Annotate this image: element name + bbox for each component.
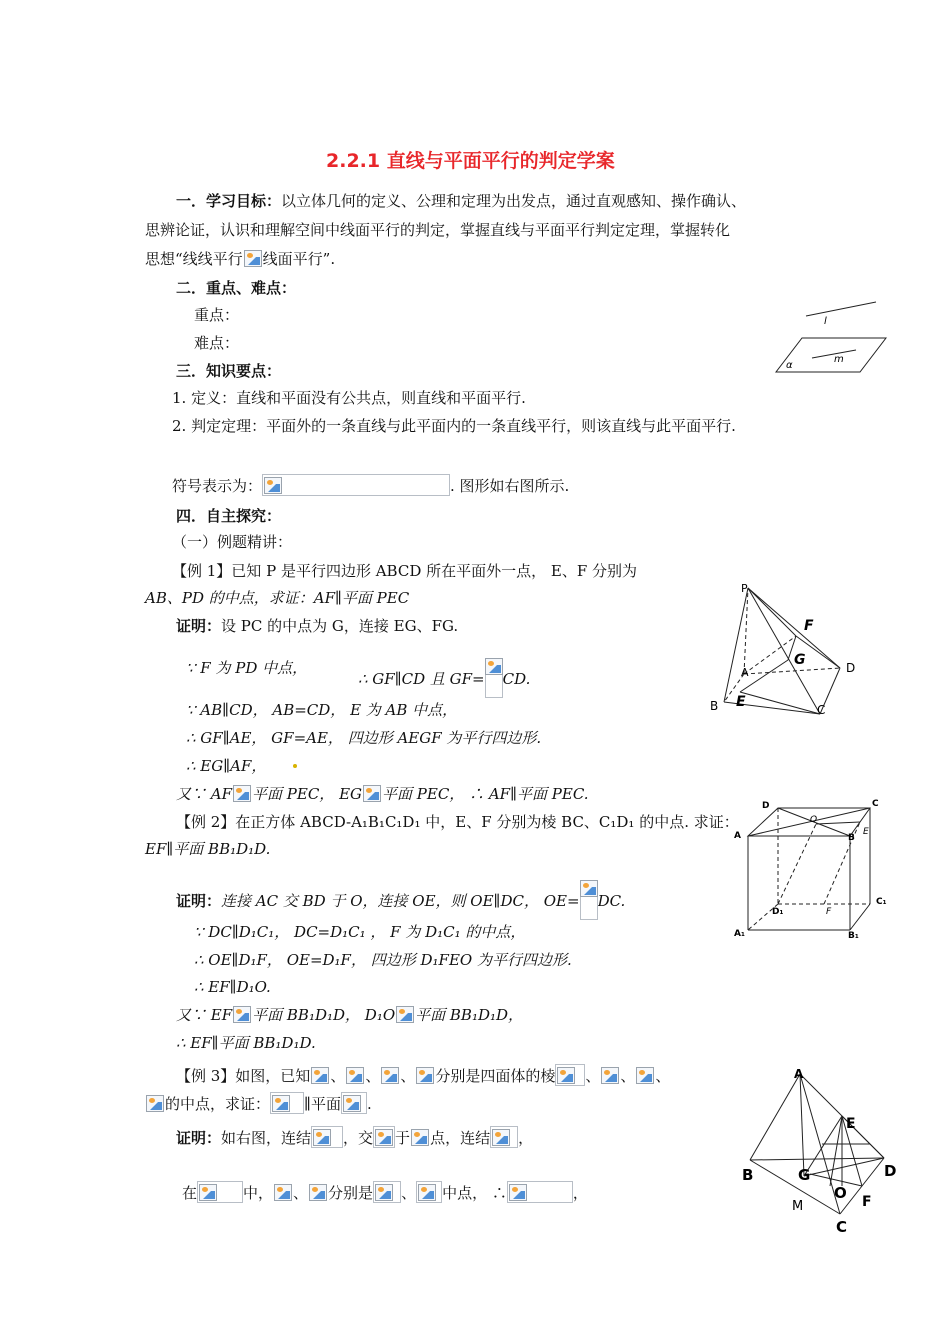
label-D: D — [762, 801, 770, 811]
separator: 、 — [620, 1067, 636, 1085]
label-C: C — [817, 703, 826, 717]
label-D: D — [846, 661, 856, 675]
definition-text: 1. 定义：直线和平面没有公共点，则直线和平面平行. — [172, 389, 526, 407]
image-box — [270, 1092, 304, 1114]
objectives-line-2: 思辨论证，认识和理解空间中线面平行的判定，掌握直线与平面平行判定定理，掌握转化 — [145, 221, 731, 239]
fraction-image-box — [485, 658, 503, 698]
ex1-step-5b: 平面 PEC， EG — [252, 785, 363, 803]
proof-label: 证明： — [176, 892, 222, 910]
ex3-proof-2 — [182, 1181, 588, 1203]
theorem-text: 2. 判定定理：平面外的一条直线与此平面内的一条直线平行，则该直线与此平面平行. — [172, 417, 736, 435]
missing-image-icon — [375, 1184, 393, 1201]
missing-image-icon — [346, 1067, 364, 1084]
label-m: m — [834, 354, 844, 365]
label-G: G — [798, 1166, 811, 1184]
ex2-proof-text-a: 连接 AC 交 BD 于 O，连接 OE，则 OE∥DC， OE= — [221, 892, 580, 910]
ex3-text-1a: 【例 3】如图，已知 — [176, 1067, 311, 1085]
missing-image-icon — [363, 785, 381, 802]
missing-image-icon — [509, 1184, 527, 1201]
plane-line-figure — [770, 296, 890, 376]
label-A: A — [734, 831, 741, 841]
objectives-text-3b: 线面平行”. — [262, 250, 336, 268]
label-F: F — [804, 618, 814, 634]
missing-image-icon — [601, 1067, 619, 1084]
label-O: O — [834, 1184, 847, 1202]
missing-image-icon — [418, 1184, 436, 1201]
ex1-step-5 — [176, 784, 589, 804]
objectives-line-1 — [176, 191, 746, 211]
objectives-line-3 — [145, 249, 335, 269]
symbol-image-box — [262, 474, 450, 496]
symbol-label: 符号表示为： — [172, 477, 263, 495]
missing-image-icon — [396, 1006, 414, 1023]
ex1-step-1b-text: ∴ GF∥CD 且 GF= — [358, 670, 485, 688]
image-box — [197, 1181, 243, 1203]
ex1-step-3: ∴ GF∥AE， GF=AE， 四边形 AEGF 为平行四边形. — [186, 729, 542, 747]
ex3-proof-1e: ， — [518, 1129, 534, 1147]
stray-dot — [293, 764, 297, 768]
difficulty-label: 难点： — [194, 334, 240, 352]
label-B: B — [742, 1166, 754, 1184]
missing-image-icon — [199, 1184, 217, 1201]
label-C: C — [836, 1218, 848, 1236]
missing-image-icon — [343, 1095, 361, 1112]
ex1-step-5c: 平面 PEC， ∴ AF∥平面 PEC. — [382, 785, 589, 803]
image-box — [416, 1181, 442, 1203]
symbol-line — [172, 474, 569, 496]
ex3-text-2c: . — [366, 1095, 372, 1113]
label-C1: C₁ — [876, 897, 887, 907]
label-G: G — [794, 652, 806, 668]
missing-image-icon — [244, 250, 262, 267]
separator: 、 — [330, 1067, 346, 1085]
separator: 、 — [585, 1067, 601, 1085]
missing-image-icon — [313, 1129, 331, 1146]
pyramid-figure — [700, 578, 870, 718]
knowledge-heading: 三．知识要点： — [176, 362, 282, 380]
label-D: D — [884, 1162, 897, 1180]
cube-figure — [728, 794, 898, 940]
examples-subheading: （一）例题精讲： — [172, 533, 293, 551]
ex1-step-5a: 又∵ AF — [176, 785, 233, 803]
ex1-step-4: ∴ EG∥AF， — [186, 757, 267, 775]
ex2-step-1: ∵ DC∥D₁C₁， DC=D₁C₁ ， F 为 D₁C₁ 的中点， — [194, 923, 526, 941]
missing-image-icon — [411, 1129, 429, 1146]
ex3-proof-2b: 中， — [243, 1184, 274, 1202]
label-M: M — [792, 1199, 804, 1214]
label-O: O — [810, 815, 818, 825]
label-A1: A₁ — [734, 929, 745, 939]
ex3-proof-1b: ，交 — [343, 1129, 374, 1147]
missing-image-icon — [233, 1006, 251, 1023]
missing-image-icon — [375, 1129, 393, 1146]
ex3-text-1c: 分别是四面体的棱 — [435, 1067, 556, 1085]
missing-image-icon — [311, 1067, 329, 1084]
ex3-proof-2f: 中点， ∴ — [442, 1184, 507, 1202]
objectives-text-3a: 思想“线线平行 — [145, 250, 243, 268]
missing-image-icon — [557, 1067, 575, 1084]
missing-image-icon — [492, 1129, 510, 1146]
ex1-step-1a: ∵ F 为 PD 中点， — [186, 659, 308, 677]
missing-image-icon — [274, 1184, 292, 1201]
separator: 、 — [365, 1067, 381, 1085]
ex2-step-2: ∴ OE∥D₁F， OE=D₁F， 四边形 D₁FEO 为平行四边形. — [194, 951, 572, 969]
ex2-step-3: ∴ EF∥D₁O. — [194, 978, 271, 996]
ex3-proof-2d: 分别是 — [328, 1184, 374, 1202]
missing-image-icon — [636, 1067, 654, 1084]
label-P: P — [741, 582, 748, 595]
objectives-heading: 一．学习目标： — [176, 192, 282, 210]
missing-image-icon — [264, 477, 282, 494]
ex1-proof-intro — [176, 616, 458, 636]
label-F: F — [826, 907, 832, 917]
label-E: E — [863, 827, 869, 837]
ex3-proof-2a: 在 — [182, 1184, 198, 1202]
proof-label: 证明： — [176, 617, 222, 635]
label-l: l — [824, 316, 827, 327]
missing-image-icon — [272, 1095, 290, 1112]
ex2-proof-intro — [176, 880, 625, 920]
label-B: B — [848, 833, 855, 843]
ex1-proof-text: 设 PC 的中点为 G，连接 EG、FG. — [221, 617, 459, 635]
label-A: A — [794, 1067, 804, 1081]
ex3-text-2b: ∥平面 — [304, 1095, 341, 1113]
keypoints-heading: 二．重点、难点： — [176, 279, 297, 297]
label-B: B — [710, 699, 719, 713]
image-box — [341, 1092, 367, 1114]
ex3-proof-1 — [176, 1126, 533, 1148]
missing-image-icon — [485, 658, 503, 675]
label-E: E — [736, 694, 746, 710]
line-l — [806, 302, 876, 316]
ex1-statement-1: 【例 1】已知 P 是平行四边形 ABCD 所在平面外一点， E、F 分别为 — [172, 562, 638, 580]
tetrahedron-figure — [730, 1064, 910, 1240]
missing-image-icon — [381, 1067, 399, 1084]
ex2-statement-2: EF∥平面 BB₁D₁D. — [145, 840, 271, 858]
ex2-step-4a: 又∵ EF — [176, 1006, 233, 1024]
separator: 、 — [400, 1067, 416, 1085]
keypoint-label: 重点： — [194, 306, 240, 324]
page-title: 2.2.1 直线与平面平行的判定学案 — [326, 150, 615, 172]
ex2-step-5: ∴ EF∥平面 BB₁D₁D. — [176, 1034, 316, 1052]
separator: 、 — [293, 1184, 309, 1202]
missing-image-icon — [309, 1184, 327, 1201]
label-F: F — [862, 1194, 872, 1210]
figure-note: . 图形如右图所示. — [450, 477, 570, 495]
label-B1: B₁ — [848, 931, 859, 940]
ex3-statement-1 — [176, 1064, 670, 1086]
ex2-step-4b: 平面 BB₁D₁D， D₁O — [252, 1006, 396, 1024]
label-A: A — [741, 666, 749, 679]
image-box — [311, 1126, 343, 1148]
ex2-step-4 — [176, 1005, 523, 1025]
image-box — [507, 1181, 573, 1203]
separator: 、 — [655, 1067, 671, 1085]
missing-image-icon — [146, 1095, 164, 1112]
ex3-text-2a: 的中点，求证： — [165, 1095, 271, 1113]
ex3-proof-2g: ， — [572, 1184, 588, 1202]
label-E: E — [846, 1116, 856, 1132]
ex1-statement-2: AB、PD 的中点，求证：AF∥平面 PEC — [145, 589, 410, 607]
label-D1: D₁ — [772, 907, 784, 917]
fraction-image-box — [580, 880, 598, 920]
image-box — [490, 1126, 518, 1148]
ex1-step-2: ∵ AB∥CD， AB=CD， E 为 AB 中点， — [186, 701, 458, 719]
image-box — [555, 1064, 585, 1086]
missing-image-icon — [580, 880, 598, 897]
ex2-statement-1: 【例 2】在正方体 ABCD-A₁B₁C₁D₁ 中，E、F 分别为棱 BC、C₁D₁ 的中点. 求证： — [176, 813, 739, 831]
ex3-proof-1c: 于 — [395, 1129, 411, 1147]
image-box — [373, 1126, 395, 1148]
proof-label: 证明： — [176, 1129, 222, 1147]
ex3-statement-2 — [145, 1092, 372, 1114]
ex2-proof-text-b: DC. — [597, 892, 626, 910]
ex3-proof-1a: 如右图，连结 — [221, 1129, 312, 1147]
label-C: C — [872, 799, 879, 809]
ex3-proof-1d: 点，连结 — [430, 1129, 491, 1147]
label-alpha: α — [786, 360, 793, 371]
separator: 、 — [401, 1184, 417, 1202]
ex2-step-4c: 平面 BB₁D₁D， — [415, 1006, 524, 1024]
objectives-text-1: 以立体几何的定义、公理和定理为出发点，通过直观感知、操作确认、 — [281, 192, 747, 210]
missing-image-icon — [416, 1067, 434, 1084]
ex1-step-1b — [358, 658, 530, 698]
missing-image-icon — [233, 785, 251, 802]
ex1-step-1c-text: CD. — [502, 670, 531, 688]
explore-heading: 四．自主探究： — [176, 507, 282, 525]
image-box — [373, 1181, 401, 1203]
